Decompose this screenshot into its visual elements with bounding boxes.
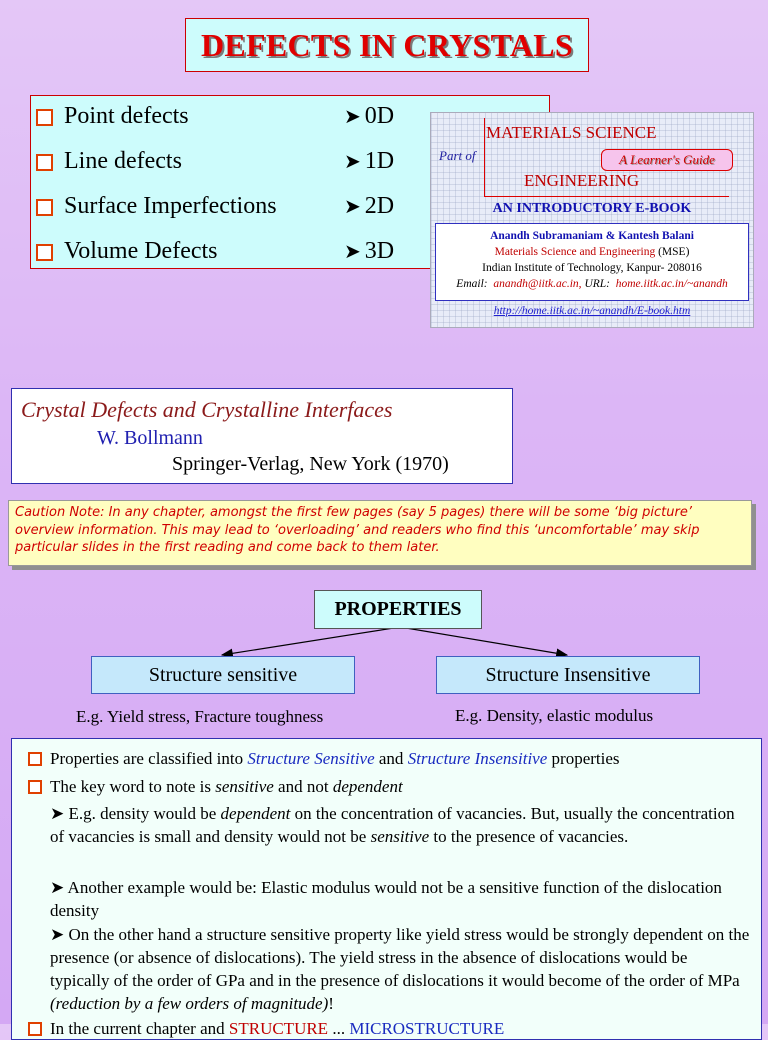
checkbox-bullet-icon (36, 244, 53, 261)
defect-label: Point defects (64, 103, 189, 129)
ebook-credits (435, 223, 749, 301)
reference-author: W. Bollmann (97, 427, 203, 449)
ebook-url-link[interactable]: http://home.iitk.ac.in/~anandh/E-book.htm (493, 305, 691, 317)
note-subitem: ➤ Another example would be: Elastic modulus would not be a sensitive function of the dislocation density (50, 878, 722, 920)
learners-guide-badge: A Learner's Guide (601, 149, 733, 171)
ebook-department: Materials Science and Engineering (MSE) (494, 246, 690, 258)
structure-sensitive-box: Structure sensitive (91, 656, 355, 694)
note-item: In the current chapter and STRUCTURE ... MICROSTRUCTURE (28, 1017, 768, 1040)
reference-title: Crystal Defects and Crystalline Interfaces (21, 397, 393, 422)
arrow-bullet-icon: ➤ (344, 151, 361, 173)
checkbox-bullet-icon (36, 199, 53, 216)
structure-insensitive-box: Structure Insensitive (436, 656, 700, 694)
note-item: The key word to note is sensitive and not dependent (28, 775, 768, 798)
checkbox-bullet-icon (36, 154, 53, 171)
caution-note-box (8, 500, 752, 566)
homepage-link[interactable]: home.iitk.ac.in/~anandh (615, 278, 728, 290)
email-link[interactable]: anandh@iitk.ac.in, (493, 278, 582, 290)
reference-publisher: Springer-Verlag, New York (1970) (172, 453, 449, 475)
defect-label: Surface Imperfections (64, 193, 277, 219)
arrow-bullet-icon: ➤ (344, 106, 361, 128)
defect-label: Volume Defects (64, 238, 218, 264)
insensitive-example: E.g. Density, elastic modulus (455, 706, 654, 725)
ebook-authors: Anandh Subramaniam & Kantesh Balani (490, 230, 694, 242)
ebook-intro: AN INTRODUCTORY E-BOOK (492, 201, 692, 216)
defect-dimension: ➤ 0D (344, 103, 395, 129)
ebook-panel (430, 112, 754, 328)
ebook-title-line1: MATERIALS SCIENCE (486, 123, 657, 142)
checkbox-bullet-icon (36, 109, 53, 126)
defect-dimension: ➤ 3D (344, 238, 395, 264)
ebook-title-line2: ENGINEERING (524, 171, 640, 190)
arrow-bullet-icon: ➤ (344, 241, 361, 263)
checkbox-bullet-icon (28, 1022, 42, 1036)
note-subitem: ➤ On the other hand a structure sensitive property like yield stress would be strongly dependent on the presence (or absence of dislocations). The yield stress in the absence of dislocations would be typically of the order of GPa and in the presence of dislocations it would become of the order of MPa (reduction by a few orders of magnitude)! (50, 925, 750, 1013)
page-title: DEFECTS IN CRYSTALS (200, 26, 574, 63)
ebook-institute: Indian Institute of Technology, Kanpur- 208016 (482, 262, 702, 274)
properties-heading: PROPERTIES (314, 590, 482, 629)
checkbox-bullet-icon (28, 780, 42, 794)
arrow-bullet-icon: ➤ (344, 196, 361, 218)
defect-dimension: ➤ 1D (344, 148, 395, 174)
ebook-part-of: Part of (439, 148, 476, 163)
defect-dimension: ➤ 2D (344, 193, 395, 219)
note-subitem: ➤ E.g. density would be dependent on the concentration of vacancies. But, usually the concentration of vacancies is small and density would not be sensitive to the presence of vacancies. (50, 804, 735, 846)
sensitive-example: E.g. Yield stress, Fracture toughness (76, 707, 324, 726)
note-item: Properties are classified into Structure Sensitive and Structure Insensitive properties (28, 747, 768, 770)
checkbox-bullet-icon (28, 752, 42, 766)
notes-box (11, 738, 762, 1040)
title-box (185, 18, 589, 72)
reference-box (11, 388, 513, 484)
defect-label: Line defects (64, 148, 182, 174)
caution-note-text: Caution Note: In any chapter, amongst the first few pages (say 5 pages) there will be some ‘big picture’ overview information. This may lead to ‘overloading’ and readers who find this ‘uncomfortable’ may skip particular slides in the first reading and come back to them later. (15, 505, 700, 555)
ebook-contact: Email: anandh@iitk.ac.in, URL: home.iitk.ac.in/~anandh (456, 278, 728, 290)
